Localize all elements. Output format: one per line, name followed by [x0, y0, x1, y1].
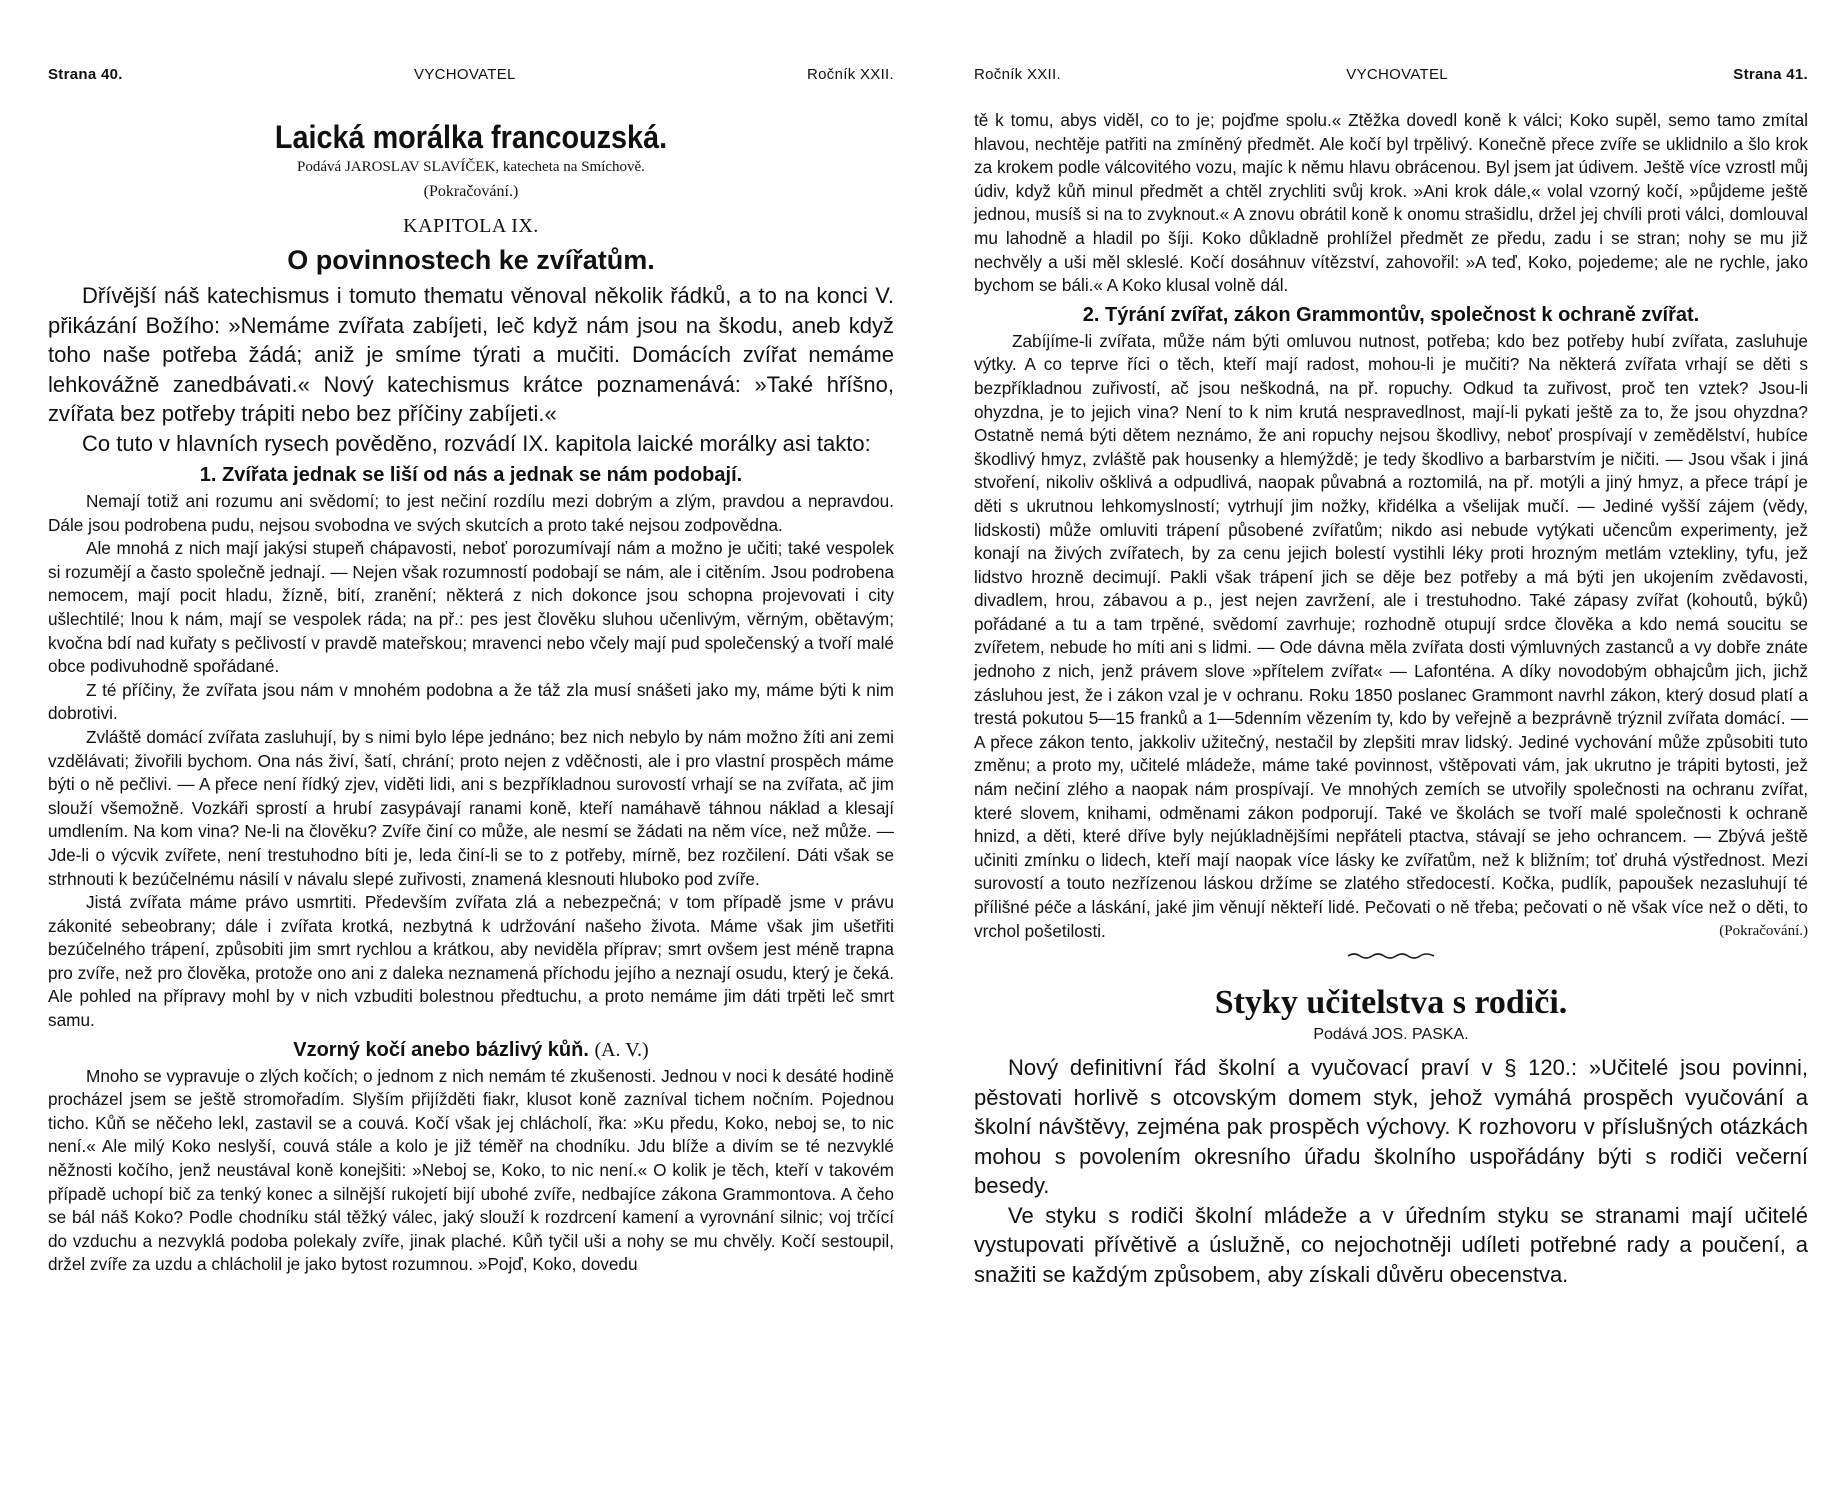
to-be-continued: (Pokračování.): [1719, 922, 1808, 939]
body-paragraph: Ale mnohá z nich mají jakýsi stupeň chápavosti, neboť porozumívají nám a možno je učiti; také vespolek si rozumějí a často společně jednají. — Nejen však rozumností podobají se nám, ale i citěním. Jsou podrobena nemocem, mají pocit hladu, žízně, bití, zranění; některá z nich dokonce jsou schopna projevovati i city ušlechtilé; lnou k nám, mají se vespolek ráda; na př.: pes jest člověku sluhou učenlivým, věrným, obětavým; kvočna bdí nad kuřaty s pečlivostí v pravdě mateřskou; mravenci nebo včely mají pud společenský a tvoří malé obce podivuhodně spořádané.: [48, 538, 894, 677]
left-column: [48, 119, 894, 1277]
article2-byline: Podává JOS. PASKA.: [1313, 1026, 1469, 1044]
article2-paragraph: Ve styku s rodiči školní mládeže a v úředním styku se stranami mají učitelé vystupovati přívětivě a úslužně, co nejochotněji udíleti potřebné rady a poučení, a snažiti se každým způsobem, aby získali důvěru obecenstva.: [974, 1202, 1808, 1287]
body-paragraph: Jistá zvířata máme právo usmrtiti. Především zvířata zlá a nebezpečná; v tom případě jsme v právu zákonité sebeobrany; dále i zvířata krotká, nezbytná k udržování našeho života. Máme však jim ušetřiti bezúčelného trápení, způsobiti jim smrt rychlou a krátkou, aby neviděla příprav; smrt ovšem jest méně trapna pro zvíře, než pro člověka, protože ono ani z daleka neznamená příchodu jejího a neznají osudu, který je čeká. Ale pohled na přípravy mohl by v nich vzbuditi bolestnou předtuchu, a proto nemáme jim dáti trpěti leč smrt samu.: [48, 892, 894, 1031]
running-header-left: [48, 66, 894, 83]
body-paragraph: Nemají totiž ani rozumu ani svědomí; to jest nečiní rozdílu mezi dobrým a zlým, pravdou a nepravdou. Dále jsou podrobena pudu, nejsou svobodna ve svých skutcích a proto také nejsou zodpovědna.: [48, 491, 894, 535]
continuation-note: (Pokračování.): [423, 183, 519, 200]
section-heading-1: 1. Zvířata jednak se liší od nás a jednak se nám podobají.: [199, 464, 743, 486]
story-continued-paragraph: tě k tomu, abys viděl, co to je; pojďme spolu.« Ztěžka dovedl koně k válci; Koko supěl, semo tamo zmítal hlavou, nechtěje patřiti na zmíněný předmět. Ale kočí byl trpělivý. Konečně přece zvíře se uklidnilo a šlo krok za krokem podle válcovitého vozu, majíc k němu hlavu obrácenou. Byl jsem jat údivem. Ještě více vzrostl můj údiv, když kůň minul předmět a chtěl zrychliti svůj krok. »Ani krok dále,« volal vzorný kočí, »půjdeme ještě jednou, musíš si na to zvyknout.« A znovu obrátil koně k onomu strašidlu, držel jej chvíli proti válci, domlouval mu lahodně a hladil po šíji. Koko důkladně prohlížel předmět ze předu, zadu i se stran; nohy se mu již nechvěly a uši měl skleslé. Kočí dosáhnuv vítězství, zahovořil: »A teď, Koko, pojedeme; ale ne rychle, jako bychom se báli.« A Koko klusal volně dál.: [974, 110, 1808, 296]
page-number-left: Strana 40.: [48, 66, 123, 83]
page-number-right: Strana 41.: [1733, 66, 1808, 83]
intro-paragraph: Co tuto v hlavních rysech pověděno, rozvádí IX. kapitola laické morálky asi takto:: [82, 430, 871, 456]
section-heading-2: 2. Týrání zvířat, zákon Grammontův, společnost k ochraně zvířat.: [1082, 303, 1700, 326]
body-paragraph: Z té příčiny, že zvířata jsou nám v mnohém podobna a že táž zla musí snášeti jako my, máme býti k nim dobrotivi.: [48, 679, 894, 724]
journal-title-left: VYCHOVATEL: [414, 66, 516, 83]
section2-text: Zabíjíme-li zvířata, může nám býti omluvou nutnost, potřeba; kdo bez potřeby hubí zvířata, zasluhuje výtky. A co teprve říci o těch, kteří mají radost, mohou-li je mučiti? Na některá zvířata vrhají se děti s bezpříkladnou zuřivostí, ač jsou neškodná, na př. ropuchy. Odkud ta zuřivost, proč ten vztek? Jsou-li ohyzdna, je to jejich vina? Není to k nim krutá nespravedlnost, mají-li pykati ještě za to, že jsou ohyzdna? Ostatně nemá býti dětem neznámo, že ani ropuchy nejsou škodlivy, neboť prospívají v zemědělství, hubíce škodlivý hmyz, zvláště pak housenky a hlemýždě; je tedy škodlivo a barbarstvím je ničiti. — Jsou však i jiná stvoření, nikoliv ošklivá a odpudlivá, naopak půvabná a roztomilá, na př. motýli a jiný hmyz, a přece trápí je děti s ukrutnou lehkomyslností; vytrhují jim nožky, křidélka a všelijak mučí. — Jediné vyšší zájem (vědy, lidskosti) může omluviti trápení působené zvířatům; nikdo asi nebude vytýkati učencům experimenty, jež konají na živých zvířatech, by za cenu jejich bolestí vystihli léky proti hrozným metlám vztekliny, tyfu, jež lidstvo hrozně decimují. Pakli však trápení jich se děje bez potřeby a má býti jen ukojením zvědavosti, divadlem, hrou, zábavou a p., jest nejen zavržení, ale i trestuhodno. Také zápasy zvířat (kohoutů, býků) pořádané a tu a tam trpěné, svědomí zavrhuje; rozhodně otupují srdce člověka a kdo nemá soucitu se zvířetem, nebude ho míti ani s lidmi. — Ode dávna měla zvířata dosti výmluvných zastanců a vy dobře znáte jednoho z nich, jenž právem slove »přítelem zvířat« — Lafonténa. A díky novodobým obhajcům jich, jichž zásluhou jest, že i zákon vzal je v ochranu. Roku 1850 poslanec Grammont navrhl zákon, který dosud platí a trestá pokutou 5—15 franků a 1—5denním vězením ty, kdo by veřejně a bezprávně trýznil zvířata domácí. — A přece zákon tento, jakkoliv užitečný, nestačil by zlepšiti mrav lidský. Jediné vychování může způsobiti tuto změnu; a proto my, učitelé mládeže, máme také povinnost, vštěpovati vám, jak ukrutno je trápiti bytosti, jež nám nečiní zlého a naopak nám prospívají. Ve mnohých zemích se utvořily společnosti na ochranu zvířat, které slovem, knihami, odměnami zákon podporují. Také ve školách se tvoří malé společnosti k ochraně hnizd, a děti, které dříve byly nejúkladnějšími nepřáteli ptactva, stávají se jeho ochrancem. — Zbývá ještě učiniti zmínku o lidech, kteří mají naopak více lásky ke zvířatům, než k bližním; toť druhá výstřednost. Mezi surovostí a touto nezřízenou láskou držíme se zlatého středocestí. Kočka, pudlík, papoušek nezasluhují té přílišné péče a láskání, jaké jim věnují někteří lidé. Pečovati o ně třeba; pečovati o ně však více než o děti, to vrchol pošetilosti.: [974, 330, 1808, 941]
right-page: [924, 0, 1848, 1500]
running-header-right: [974, 66, 1808, 83]
article2-paragraph: Nový definitivní řád školní a vyučovací praví v § 120.: »Učitelé jsou povinni, pěstovati horlivě s otcovským domem styk, jehož vymáhá prospěch vyučování a školní návštěvy, zejména pak prospěch výchovy. K rozhovoru v příslušných otázkách mohou s povolením okresního úřadu školního uspořádány býti s rodiči večerní besedy.: [974, 1055, 1808, 1199]
article-title: Laická morálka francouzská.: [274, 119, 668, 155]
article-byline: Podává JAROSLAV SLAVÍČEK, katecheta na Smíchově.: [297, 159, 645, 175]
chapter-title: O povinnostech ke zvířatům.: [287, 245, 655, 275]
story-paragraph: Mnoho se vypravuje o zlých kočích; o jednom z nich nemám té zkušenosti. Jednou v noci k desáté hodině procházel jsem se ještě stromořadím. Slyším přijížděti fiakr, klusot koně zazníval tichem nočním. Pojednou ticho. Kůň se něčeho lekl, zastavil se a couvá. Kočí však jej chlácholí, řka: »Ku předu, Koko, neboj se, to nic není.« Ale milý Koko neslyší, couvá stále a kolo je již téměř na chodníku. Jdu blíže a divím se té nezvyklé něžnosti kočího, jenž neustával koně konejšiti: »Neboj se, Koko, to nic není.« O kolik je těch, kteří v takovém případě uchopí bič za tenký konec a silnější rukojetí bijí ubohé zvíře, nedbajíce zákona Grammontova. A čeho se bál náš Koko? Podle chodníku stál těžký válec, jaký slouží k rozdrcení kamení a vyrovnání silnic; voj trčící do vzduchu a nezvyklá podoba polekaly zvíře, jinak plaché. Kůň tyčil uši a nohy se mu chvěly. Kočí sestoupil, držel zvíře za uzdu a chlácholil je jako bytost rozumnou. »Pojď, Koko, dovedu: [48, 1065, 894, 1275]
story-author: (A. V.): [594, 1038, 649, 1061]
story-title: Vzorný kočí anebo bázlivý kůň.: [293, 1038, 589, 1061]
chapter-number: KAPITOLA IX.: [403, 215, 539, 237]
ornament-divider-icon: [1346, 951, 1436, 961]
story-heading: [48, 1037, 894, 1063]
intro-paragraph: Dřívější náš katechismus i tomuto thematu věnoval několik řádků, a to na konci V. přikázání Božího: »Nemáme zvířata zabíjeti, leč když nám jsou na škodu, aneb když toho naše potřeba žádá; aniž je smíme týrati a mučiti. Domácích zvířat nemáme lehkovážně zanedbávati.« Nový katechismus krátce poznamenává: »Také hříšno, zvířata bez potřeby trápiti nebo bez příčiny zabíjeti.«: [48, 283, 894, 426]
volume-left: Ročník XXII.: [807, 66, 894, 83]
volume-right: Ročník XXII.: [974, 66, 1061, 83]
section2-paragraph: [974, 330, 1808, 943]
body-paragraph: Zvláště domácí zvířata zasluhují, by s nimi bylo lépe jednáno; bez nich nebylo by nám možno žíti ani zemi vzdělávati; živořili bychom. Ona nás živí, šatí, chrání; proto nejen z vděčnosti, ale i pro vlastní prospěch máme býti o ně pečlivi. — A přece není řídký zjev, viděti lidi, ani s bezpříkladnou surovostí vrhají se na zvířata, ač jim slouží všemožně. Vozkáři sprostí a hrubí zasypávají ranami koně, kteří namáhavě táhnou náklad a klesají umdlením. Na kom vina? Ne-li na člověku? Zvíře činí co může, ale nesmí se žádati na něm více, než může. — Jde-li o výcvik zvířete, není trestuhodno bíti je, leda činí-li se to z potřeby, mírně, bez rozčilení. Dáti však se strhnouti k bezúčelnému násilí v návalu slepé zuřivosti, znamená klesnouti hluboko pod zvíře.: [48, 726, 894, 889]
article2-title: Styky učitelstva s rodiči.: [1214, 984, 1568, 1022]
right-column: [974, 109, 1808, 1289]
journal-title-right: VYCHOVATEL: [1346, 66, 1448, 83]
